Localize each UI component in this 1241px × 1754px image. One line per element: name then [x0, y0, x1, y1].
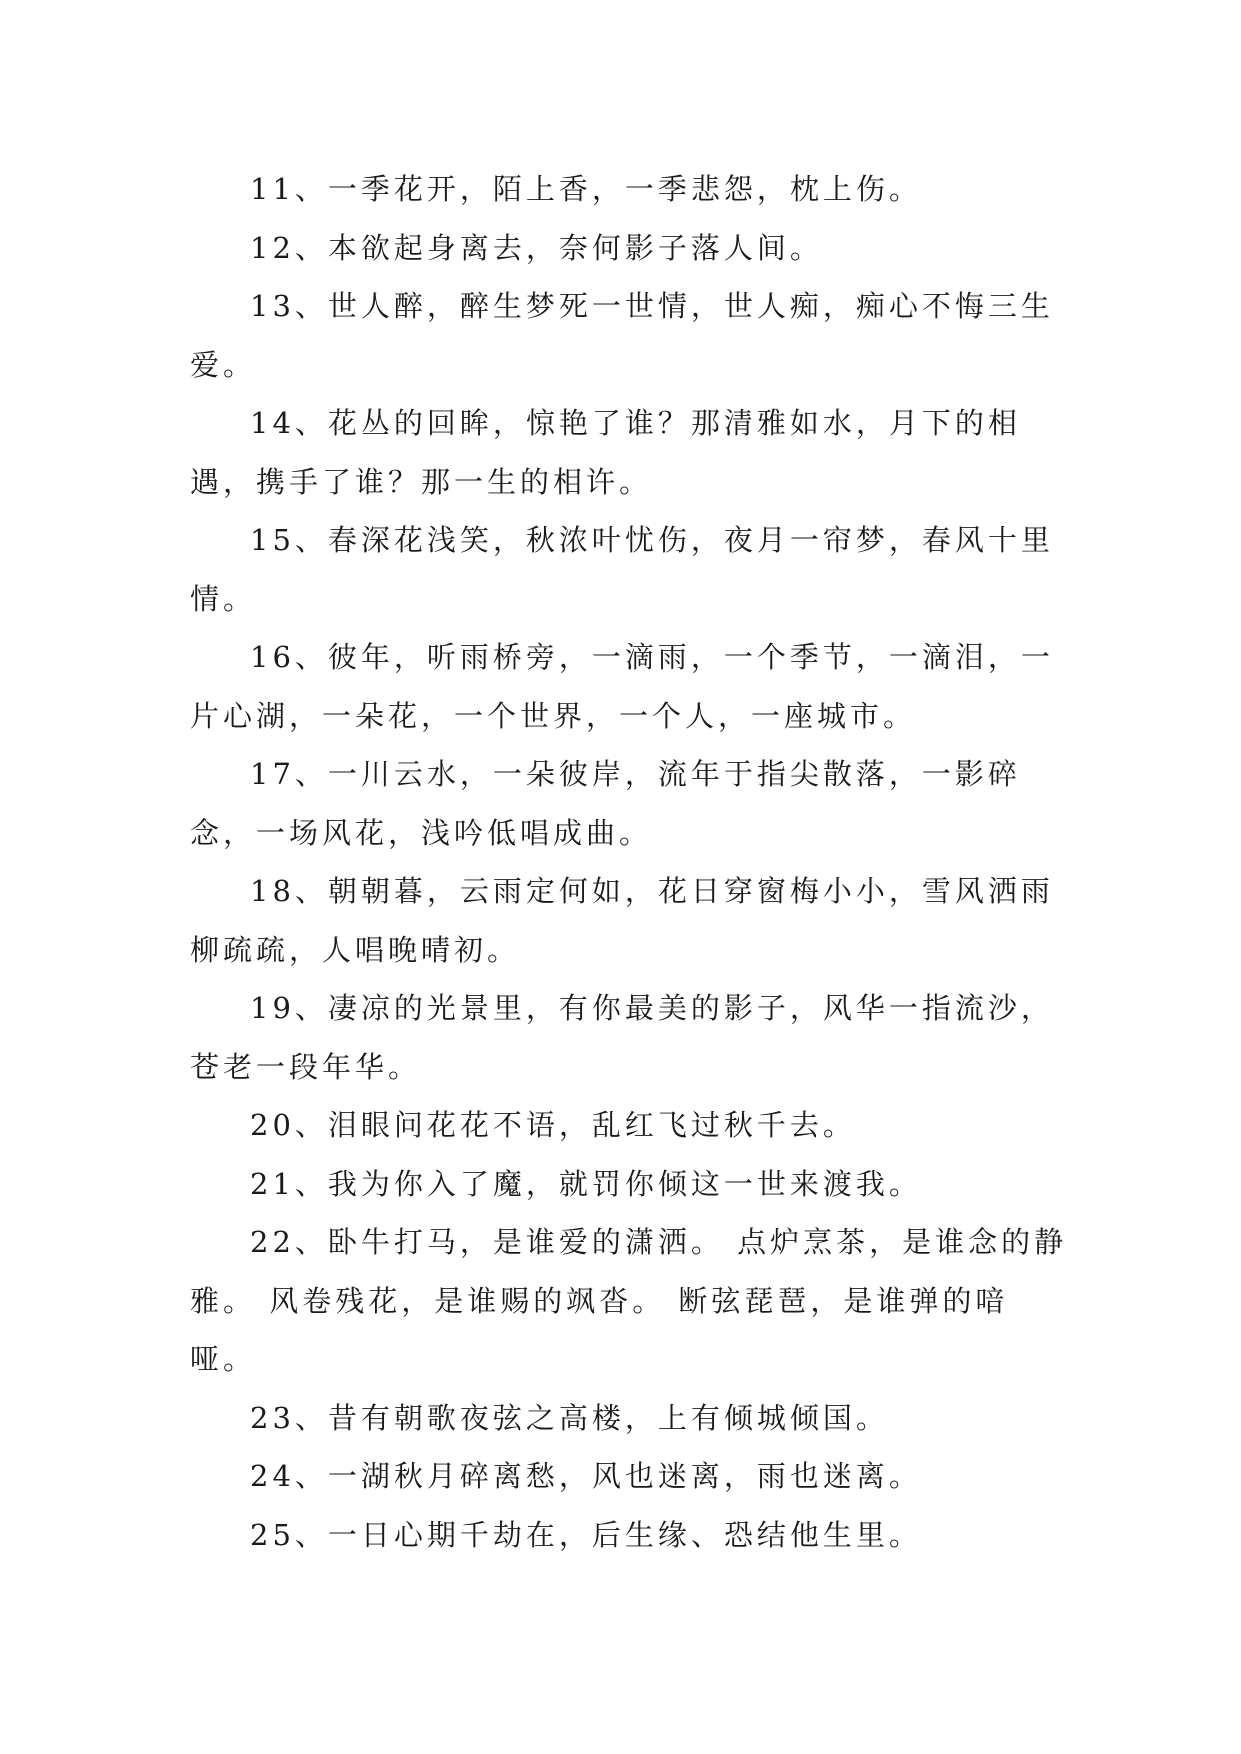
paragraph-15: 15、春深花浅笑，秋浓叶忧伤，夜月一帘梦，春风十里情。: [190, 523, 1054, 616]
paragraph-13: 13、世人醉，醉生梦死一世情，世人痴，痴心不悔三生爱。: [190, 289, 1054, 382]
paragraph-16: 16、彼年，听雨桥旁，一滴雨，一个季节，一滴泪，一片心湖，一朵花，一个世界，一个人，一座城市。: [190, 640, 1054, 733]
paragraph-14: 14、花丛的回眸，惊艳了谁？那清雅如水，月下的相遇，携手了谁？那一生的相许。: [190, 406, 1021, 499]
paragraph-12: 12、本欲起身离去，奈何影子落人间。: [250, 230, 823, 265]
paragraph-21: 21、我为你入了魔，就罚你倾这一世来渡我。: [250, 1166, 922, 1201]
paragraph-17: 17、一川云水，一朵彼岸，流年于指尖散落，一影碎念，一场风花，浅吟低唱成曲。: [190, 757, 1021, 850]
paragraph-19: 19、凄凉的光景里，有你最美的影子，风华一指流沙，苍老一段年华。: [190, 991, 1054, 1084]
document-body: [190, 160, 1070, 1564]
paragraph-18: 18、朝朝暮，云雨定何如，花日穿窗梅小小，雪风洒雨柳疏疏，人唱晚晴初。: [190, 874, 1054, 967]
paragraph-11: 11、一季花开，陌上香，一季悲怨，枕上伤。: [250, 172, 922, 206]
paragraph-22: 22、卧牛打马，是谁爱的潇洒。 点炉烹茶，是谁念的静雅。 风卷残花，是谁赐的飒沓。 断弦琵琶，是谁弹的喑哑。: [190, 1225, 1068, 1376]
paragraph-23: 23、昔有朝歌夜弦之高楼，上有倾城倾国。: [250, 1400, 889, 1435]
paragraph-20: 20、泪眼问花花不语，乱红飞过秋千去。: [250, 1108, 856, 1142]
paragraph-24: 24、一湖秋月碎离愁，风也迷离，雨也迷离。: [250, 1459, 922, 1493]
paragraph-25: 25、一日心期千劫在，后生缘、恐结他生里。: [250, 1517, 922, 1552]
